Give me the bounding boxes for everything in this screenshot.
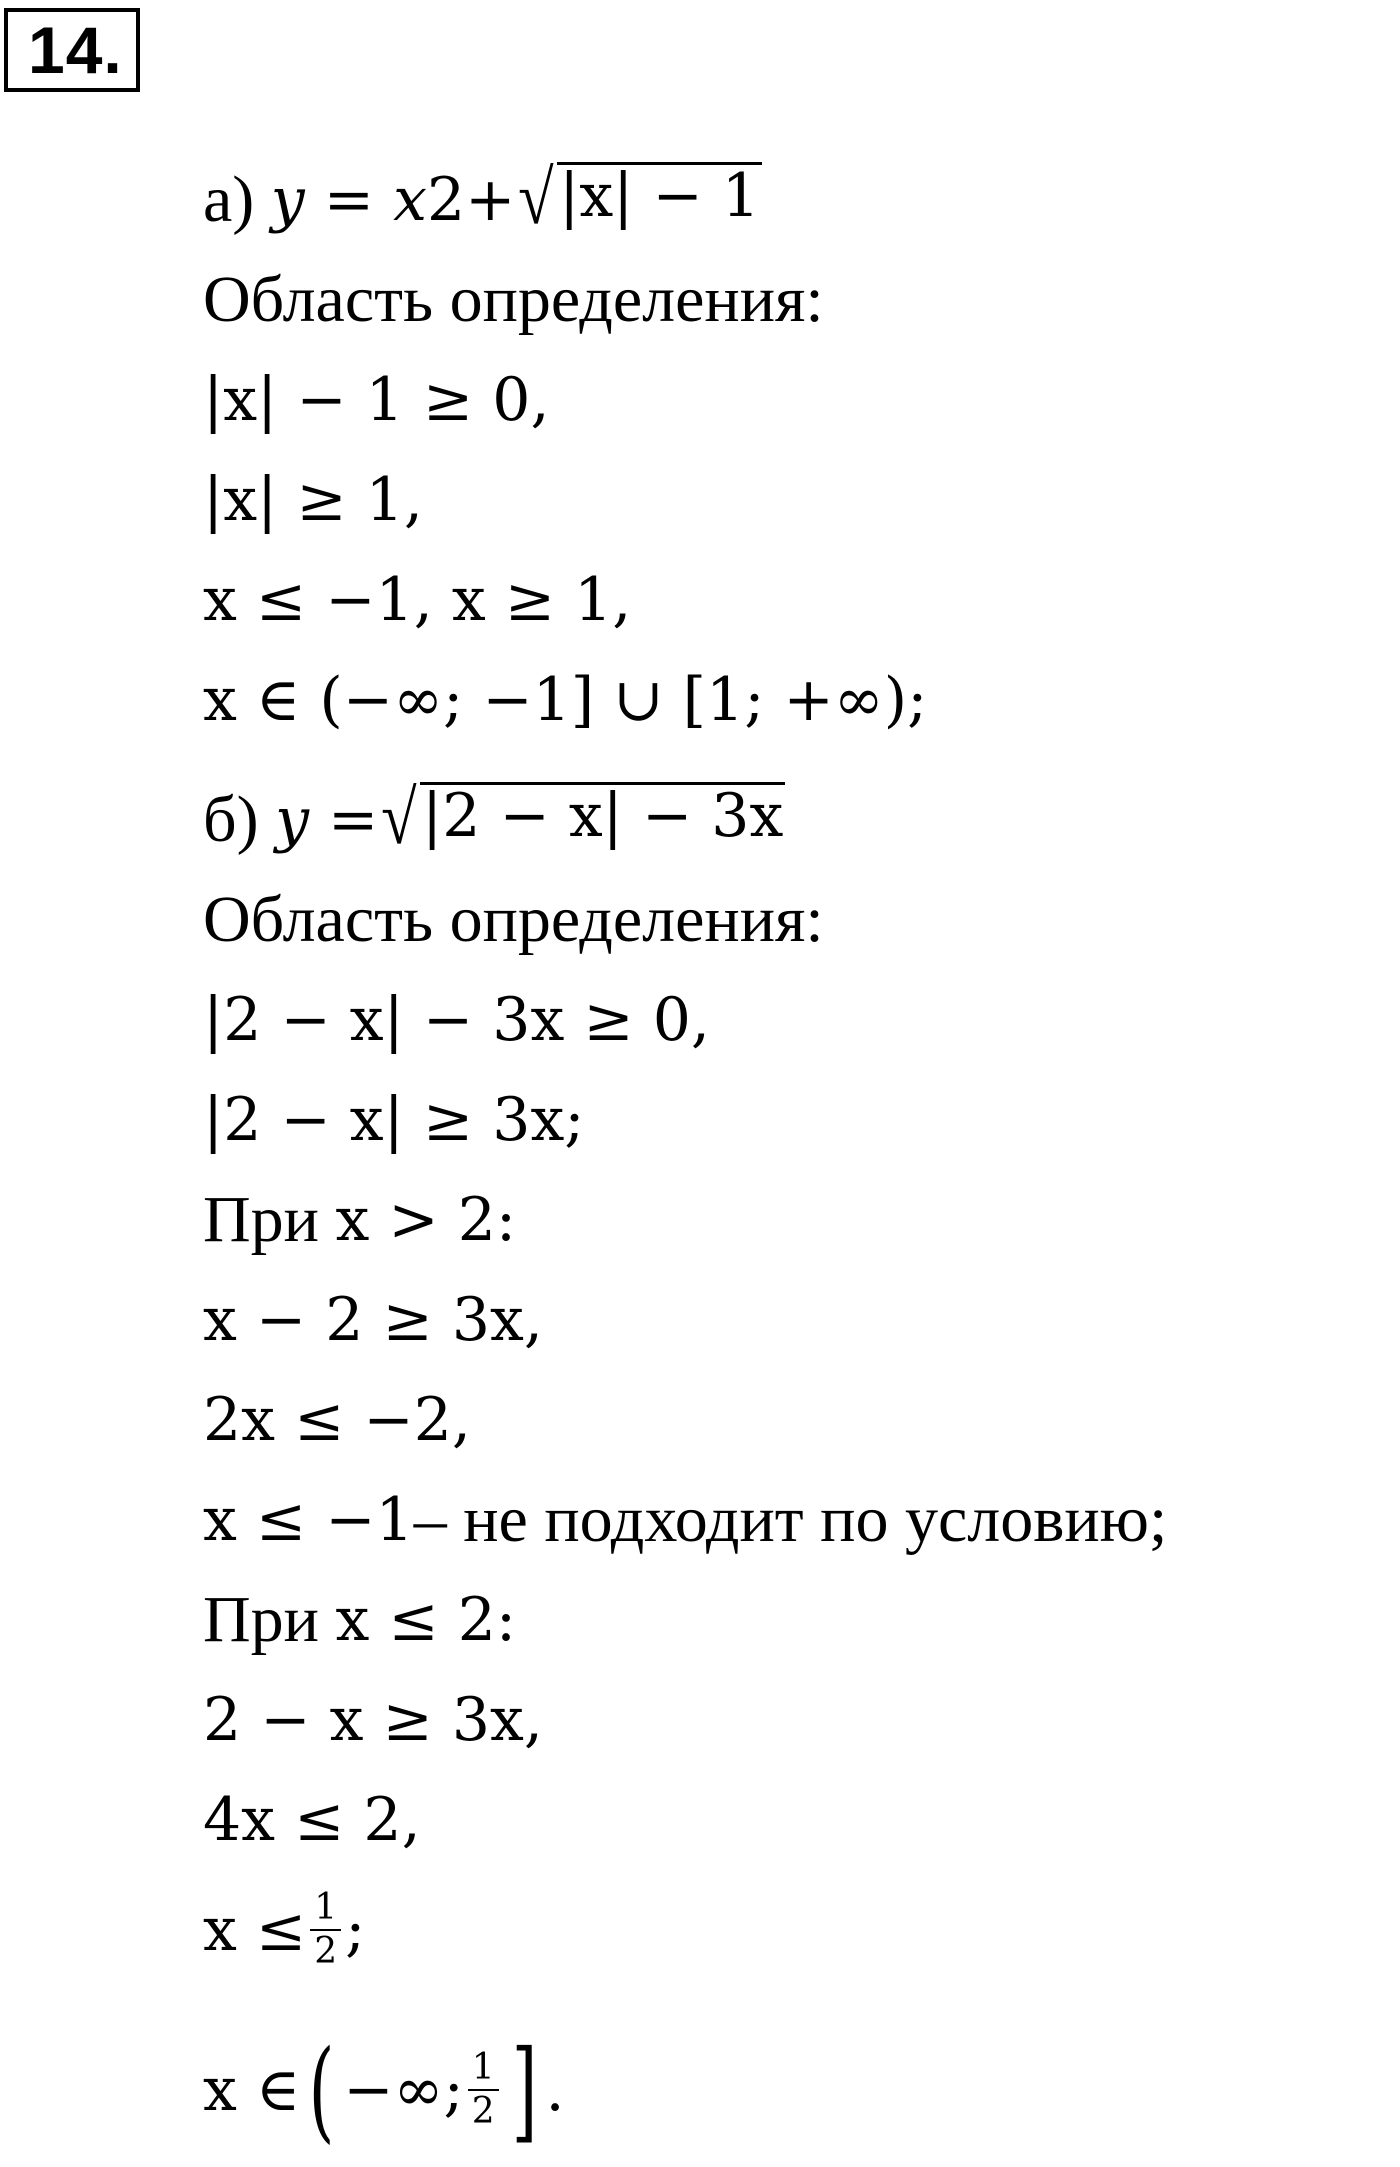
part-a-step-1: |x| − 1 ≥ 0,: [203, 365, 550, 435]
answer-open-paren: (: [308, 2026, 335, 2154]
fraction-denominator: 2: [471, 2091, 495, 2132]
part-a-func-exp: 2: [426, 165, 466, 235]
part-a-label: а): [203, 163, 255, 236]
part-b-func-left: y =: [275, 785, 379, 855]
case-1-result-expr: x ≤ −1: [203, 1485, 414, 1555]
sqrt: [515, 156, 762, 240]
case-2-result-end: ;: [345, 1895, 366, 1965]
part-a-function: [203, 150, 762, 250]
answer-left: x ∈: [203, 2055, 301, 2125]
case-2-step-1: 2 − x ≥ 3x,: [203, 1685, 543, 1755]
part-a-func-plus: +: [465, 165, 516, 235]
fraction-denominator: 2: [314, 1931, 338, 1972]
case-2-step-2: 4x ≤ 2,: [203, 1785, 421, 1855]
answer-end: .: [545, 2055, 565, 2125]
part-a-step-4: x ∈ (−∞; −1] ∪ [1; +∞);: [203, 665, 928, 735]
fraction: [468, 2049, 499, 2131]
problem-number: 14.: [4, 8, 140, 92]
case-2-prefix: При: [203, 1583, 319, 1656]
fraction-numerator: 1: [468, 2049, 499, 2091]
case-2-result-left: x ≤: [203, 1895, 307, 1965]
answer-close-bracket: ]: [511, 2026, 537, 2154]
part-b-label: б): [203, 783, 259, 856]
part-a-step-3: x ≤ −1, x ≥ 1,: [203, 565, 632, 635]
answer-mid: −∞;: [343, 2055, 464, 2125]
part-a-func-left: y = x: [270, 165, 427, 235]
fraction-numerator: 1: [310, 1889, 341, 1931]
radical-sign: √: [381, 776, 417, 860]
part-b-function: [203, 770, 785, 870]
case-1-step-2: 2x ≤ −2,: [203, 1385, 471, 1455]
part-b-radicand: |2 − x| − 3x: [420, 782, 785, 858]
part-a-step-2: |x| ≥ 1,: [203, 465, 423, 535]
sqrt: [378, 776, 785, 860]
part-b-step-2: |2 − x| ≥ 3x;: [203, 1085, 585, 1155]
case-1-prefix: При: [203, 1183, 319, 1256]
case-1-step-1: x − 2 ≥ 3x,: [203, 1285, 543, 1355]
case-1-heading: [203, 1170, 516, 1270]
part-a-radicand: |x| − 1: [557, 162, 762, 238]
case-2-result: [203, 1880, 365, 1980]
part-a-domain-heading: Область определения:: [203, 263, 824, 336]
case-2-heading: [203, 1570, 516, 1670]
case-2-condition: x ≤ 2:: [335, 1585, 517, 1655]
case-1-result: [203, 1470, 1167, 1570]
radical-sign: √: [518, 156, 554, 240]
part-b-step-1: |2 − x| − 3x ≥ 0,: [203, 985, 710, 1055]
case-1-note: – не подходит по условию;: [413, 1483, 1168, 1556]
final-answer: [203, 2026, 565, 2154]
part-b-domain-heading: Область определения:: [203, 883, 824, 956]
fraction: [310, 1889, 341, 1971]
case-1-condition: x > 2:: [335, 1185, 517, 1255]
